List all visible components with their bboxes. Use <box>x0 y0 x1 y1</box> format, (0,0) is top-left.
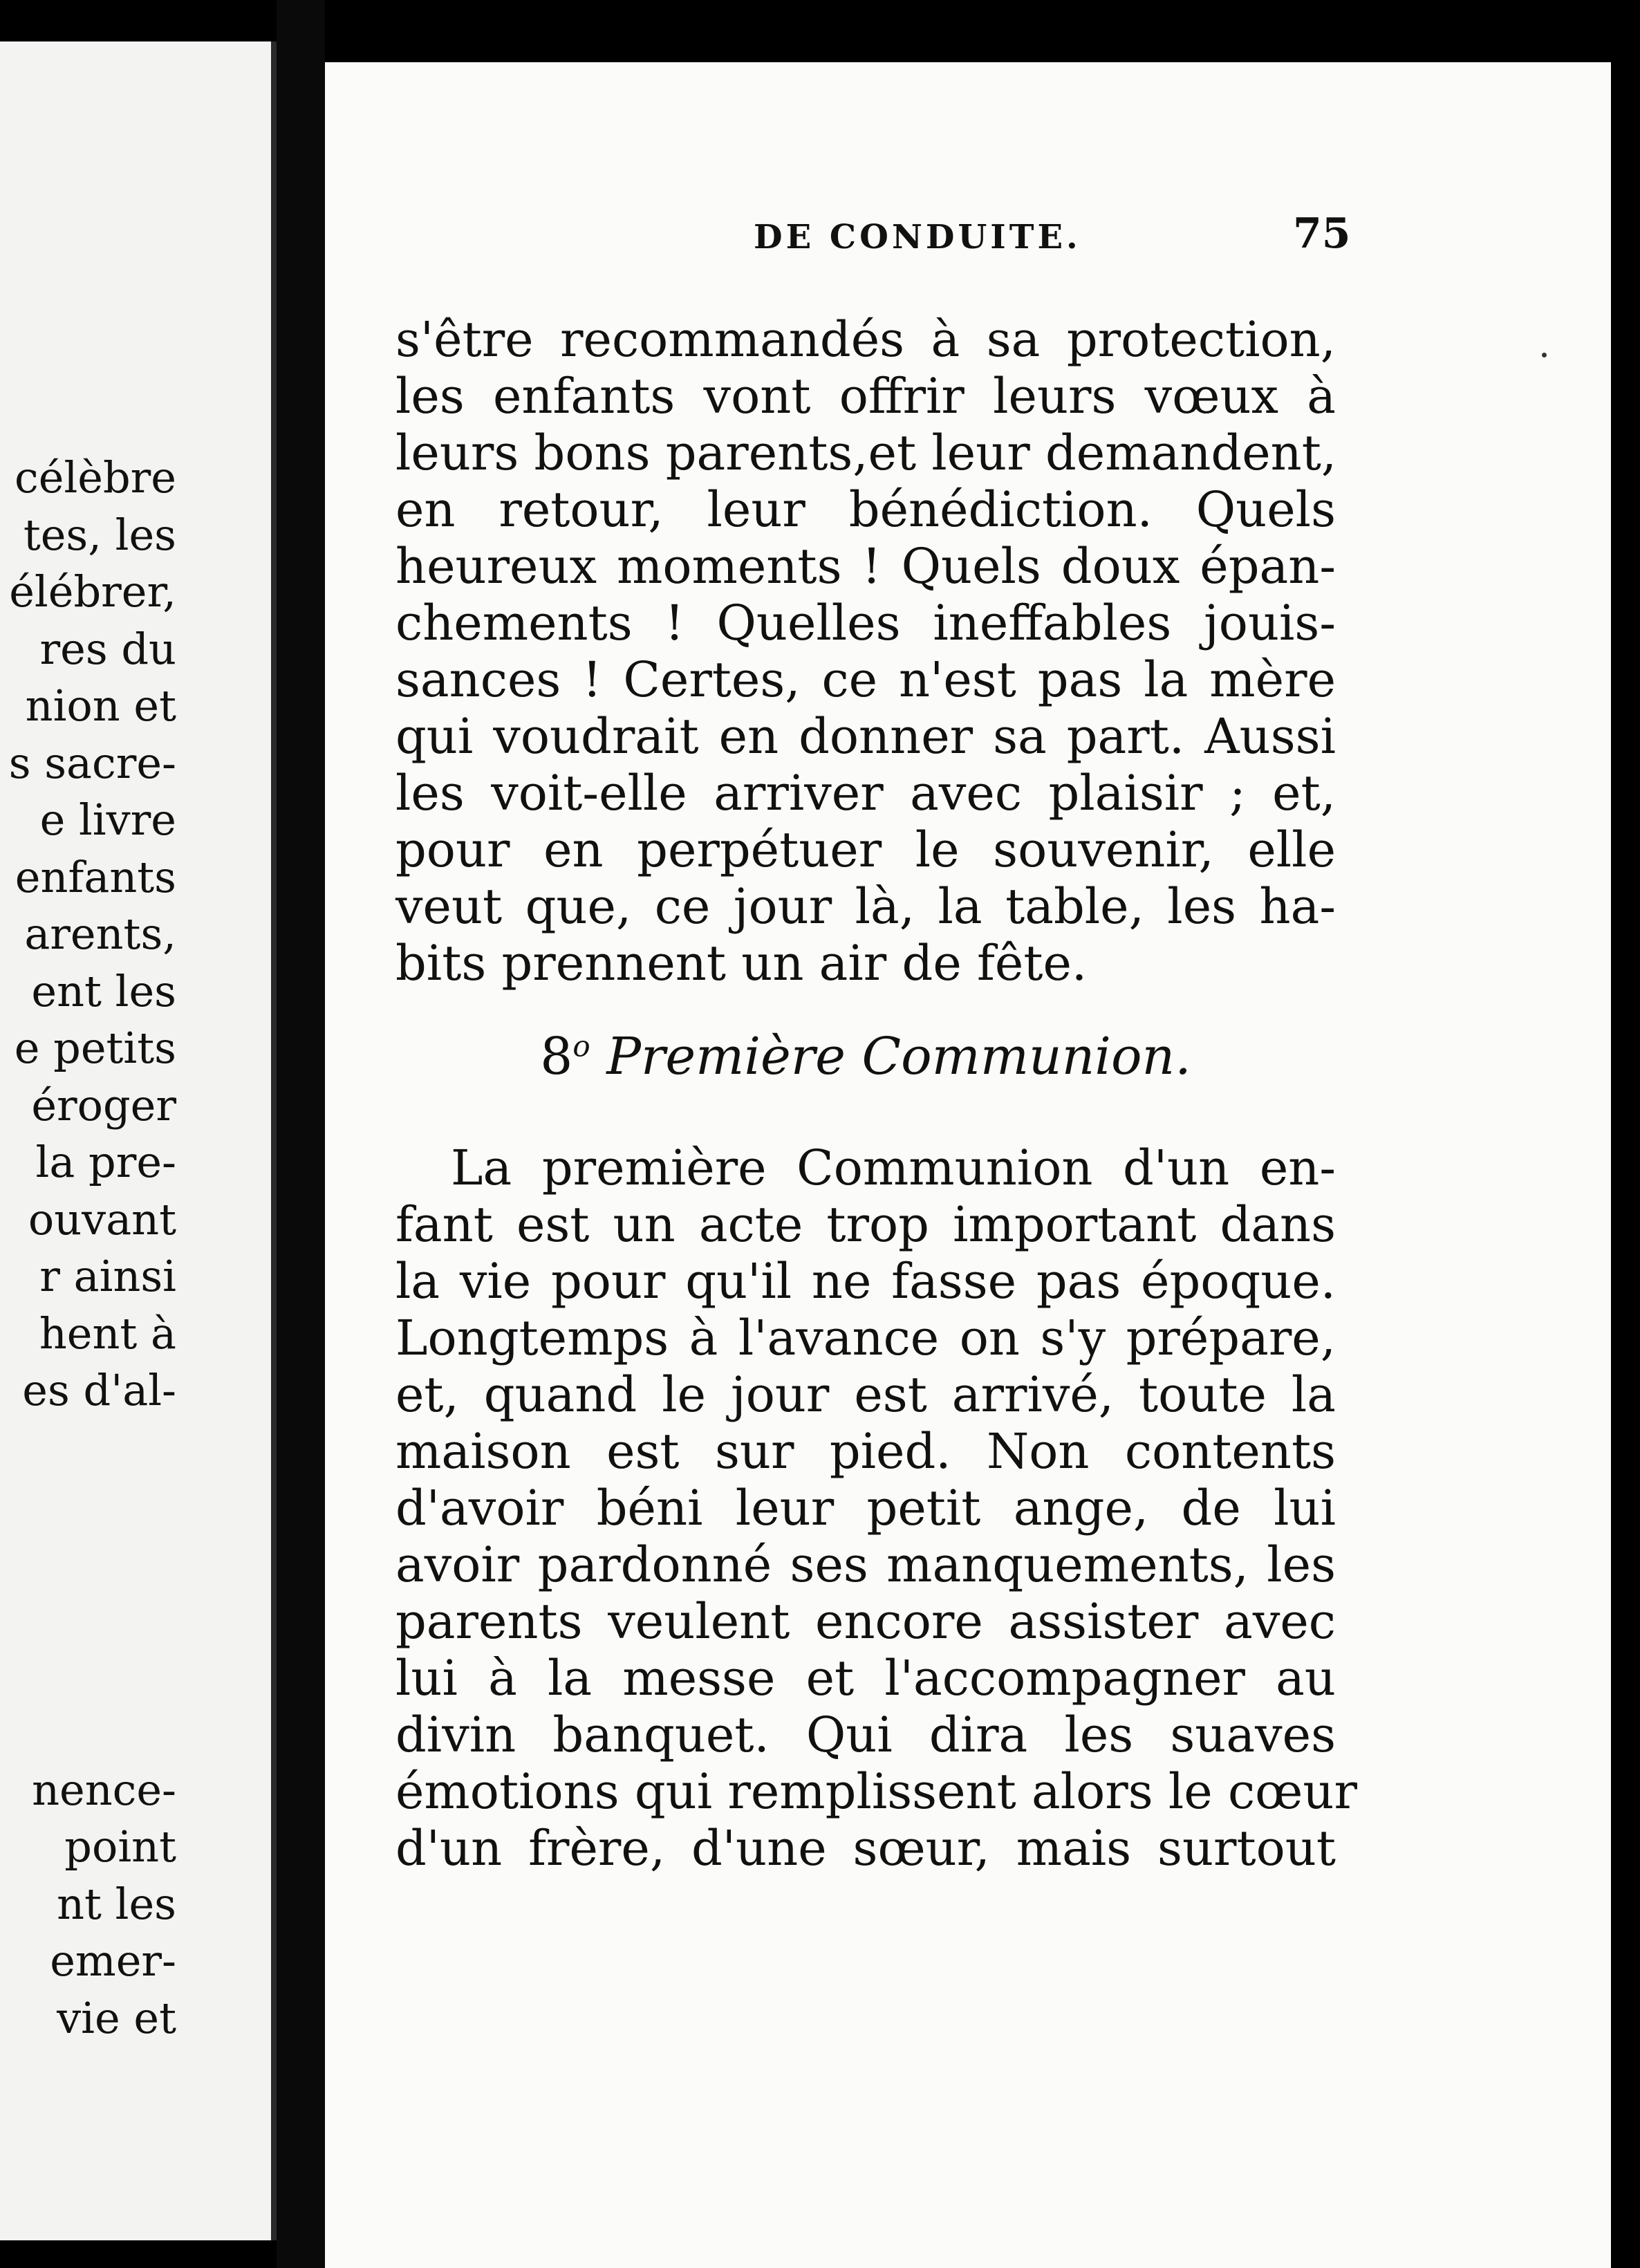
text-line: divin banquet. Qui dira les suaves <box>395 1707 1336 1763</box>
previous-page-fragment <box>0 41 277 2240</box>
previous-page-line: nt les <box>57 1878 176 1929</box>
text-line: pour en perpétuer le souvenir, elle <box>395 821 1336 878</box>
previous-page-line: ent les <box>31 965 176 1016</box>
previous-page-line: ouvant <box>28 1193 176 1245</box>
section-number: 8 <box>540 1027 573 1086</box>
paragraph-1 <box>395 311 1336 992</box>
page-number: 75 <box>1293 210 1351 258</box>
text-line: les enfants vont offrir leurs vœux à <box>395 368 1336 425</box>
text-line: la vie pour qu'il ne fasse pas époque. <box>395 1253 1336 1310</box>
previous-page-line: arents, <box>24 909 176 959</box>
text-line: chements ! Quelles ineffables jouis- <box>395 595 1336 651</box>
section-number-ordinal: o <box>572 1029 590 1063</box>
previous-page-line: célèbre <box>15 452 176 503</box>
text-line: Longtemps à l'avance on s'y prépare, <box>395 1310 1336 1366</box>
text-line: La première Communion d'un en- <box>451 1140 1336 1196</box>
ink-speck <box>1542 353 1547 357</box>
text-line: d'un frère, d'une sœur, mais surtout <box>395 1820 1336 1877</box>
text-line: qui voudrait en donner sa part. Aussi <box>395 708 1336 765</box>
previous-page-line: point <box>64 1821 176 1872</box>
text-line: veut que, ce jour là, la table, les ha- <box>395 878 1336 935</box>
book-page <box>325 62 1611 2268</box>
text-line: bits prennent un air de fête. <box>395 935 1088 992</box>
text-line: les voit-elle arriver avec plaisir ; et, <box>395 765 1336 821</box>
text-line: sances ! Certes, ce n'est pas la mère <box>395 651 1336 708</box>
previous-page-line: vie et <box>57 1992 176 2043</box>
previous-page-line: e livre <box>39 794 176 845</box>
previous-page-line: s sacre- <box>8 737 176 788</box>
previous-page-line: nence- <box>32 1764 176 1815</box>
previous-page-line: la pre- <box>35 1137 176 1187</box>
text-line: et, quand le jour est arrivé, toute la <box>395 1366 1336 1423</box>
previous-page-line: éroger <box>31 1079 176 1131</box>
previous-page-line: r ainsi <box>39 1251 176 1301</box>
text-line: maison est sur pied. Non contents <box>395 1423 1336 1480</box>
blank-space <box>0 1420 176 1762</box>
text-line: s'être recommandés à sa protection, <box>395 311 1336 368</box>
previous-page-line: élébrer, <box>9 566 176 617</box>
text-line: émotions qui remplissent alors le cœur <box>395 1763 1357 1820</box>
section-heading <box>395 1027 1336 1086</box>
previous-page-line: nion et <box>25 680 176 731</box>
previous-page-line: enfants <box>15 851 176 902</box>
text-line: avoir pardonné ses manquements, les <box>395 1536 1336 1593</box>
page-edge <box>271 41 277 2240</box>
running-head: DE CONDUITE. <box>754 218 1081 257</box>
previous-page-line: e petits <box>14 1023 176 1073</box>
previous-page-line: tes, les <box>23 509 176 560</box>
previous-page-line: res du <box>39 623 176 674</box>
previous-page-line: hent à <box>39 1308 176 1359</box>
previous-page-text <box>0 449 176 2047</box>
previous-page-line: es d'al- <box>22 1365 176 1415</box>
section-title: Première Communion. <box>606 1027 1191 1086</box>
previous-page-line: emer- <box>50 1935 176 1986</box>
text-line: en retour, leur bénédiction. Quels <box>395 481 1336 538</box>
text-line: lui à la messe et l'accompagner au <box>395 1650 1336 1707</box>
paragraph-2 <box>395 1140 1357 1877</box>
book-gutter <box>277 0 325 2268</box>
text-line: parents veulent encore assister avec <box>395 1593 1336 1650</box>
text-line: d'avoir béni leur petit ange, de lui <box>395 1480 1336 1536</box>
text-line: fant est un acte trop important dans <box>395 1196 1336 1253</box>
text-line: leurs bons parents,et leur demandent, <box>395 425 1337 481</box>
text-line: heureux moments ! Quels doux épan- <box>395 538 1336 595</box>
